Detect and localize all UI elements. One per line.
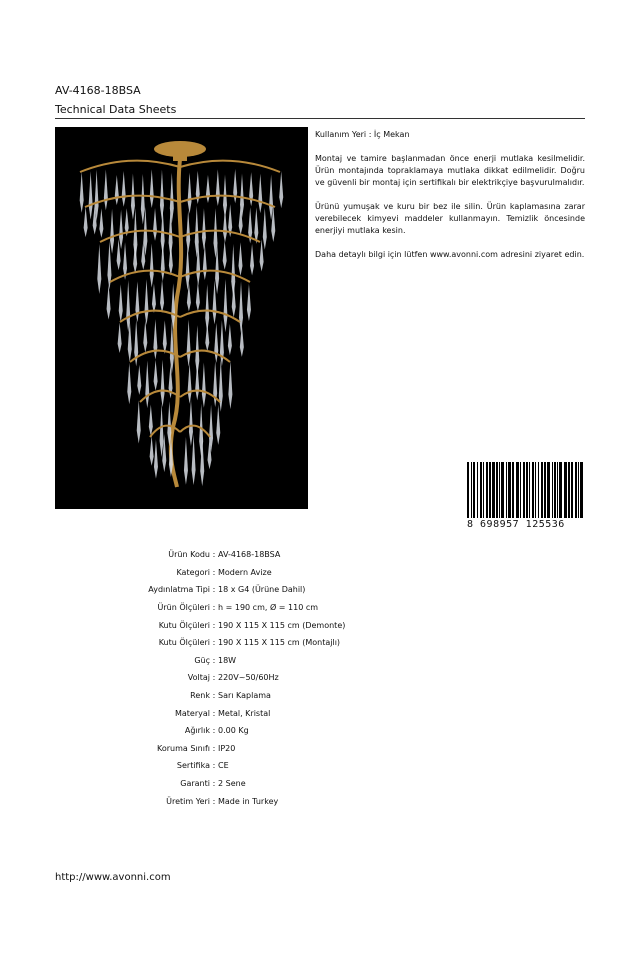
barcode-bar xyxy=(559,462,562,518)
barcode-bar xyxy=(554,462,556,518)
crystal-drop xyxy=(160,170,164,221)
spec-separator: : xyxy=(212,603,216,613)
crystal-drop xyxy=(137,365,141,395)
barcode-bar xyxy=(580,462,583,518)
crystal-drop xyxy=(216,405,220,445)
crystal-drop xyxy=(205,323,209,351)
barcode-bar xyxy=(538,462,539,518)
crystal-drop xyxy=(269,174,273,220)
spec-row xyxy=(100,792,400,810)
header-divider xyxy=(55,118,585,119)
product-code-heading: AV-4168-18BSA xyxy=(55,84,141,97)
spec-value: 220V~50/60Hz xyxy=(218,673,279,683)
crystal-drop xyxy=(202,208,206,250)
spec-separator: : xyxy=(212,550,216,560)
crystal-drop xyxy=(122,171,126,207)
crystal-drop xyxy=(250,244,254,276)
spec-label: Aydınlatma Tipi xyxy=(148,585,210,595)
crystal-drop xyxy=(203,244,207,280)
info-text xyxy=(315,129,585,273)
barcode-bar xyxy=(568,462,570,518)
barcode-bar xyxy=(471,462,472,518)
crystal-drop xyxy=(137,400,141,443)
crystal-drop xyxy=(202,362,206,407)
barcode-bar xyxy=(532,462,534,518)
crystal-drop xyxy=(161,360,165,407)
crystal-drop xyxy=(150,243,154,287)
crystal-drop xyxy=(192,434,196,485)
crystal-drop xyxy=(153,319,157,359)
barcode-bar xyxy=(512,462,514,518)
crystal-drop xyxy=(145,361,149,408)
spec-value: h = 190 cm, Ø = 110 cm xyxy=(218,603,319,613)
crystal-drop xyxy=(149,404,153,436)
crystal-drop xyxy=(260,239,264,271)
crystal-drop xyxy=(196,282,200,312)
crystal-drop xyxy=(163,320,167,354)
branch xyxy=(180,271,250,282)
crystal-drop xyxy=(80,171,84,212)
crystal-drop xyxy=(249,172,253,206)
barcode xyxy=(467,462,585,532)
spec-separator: : xyxy=(212,743,216,753)
crystal-drop xyxy=(233,169,237,203)
crystal-drop xyxy=(263,208,267,250)
spec-row xyxy=(100,704,400,722)
spec-value: 18 x G4 (Ürüne Dahil) xyxy=(218,585,306,595)
barcode-bar xyxy=(544,462,546,518)
spec-row xyxy=(100,687,400,705)
spec-value: 2 Sene xyxy=(218,779,246,789)
crystal-drop xyxy=(279,171,283,208)
barcode-bar xyxy=(499,462,500,518)
barcode-bar xyxy=(575,462,577,518)
crystal-drop xyxy=(154,360,158,391)
info-paragraph-cleaning: Ürünü yumuşak ve kuru bir bez ile silin. Ürün kaplamasına zarar verebilecek kimyevi maddeler kullanmayın. Temizlik öncesinde enerjiyi mutlaka kesin. xyxy=(315,202,585,235)
spec-label: Renk xyxy=(190,691,210,701)
spec-label: Materyal xyxy=(174,708,210,718)
crystal-drop xyxy=(117,239,121,270)
crystal-drop xyxy=(216,169,220,206)
barcode-bar xyxy=(473,462,475,518)
crystal-drop xyxy=(238,242,242,276)
barcode-bar xyxy=(506,462,507,518)
spec-label: Sertifika xyxy=(176,761,210,771)
spec-separator: : xyxy=(212,655,216,665)
spec-label: Kutu Ölçüleri xyxy=(158,620,210,630)
crystal-drop xyxy=(84,206,88,237)
crystal-drop xyxy=(220,320,224,366)
crystal-drop xyxy=(212,280,216,324)
info-paragraph-website: Daha detaylı bilgi için lütfen www.avonni.com adresini ziyaret edin. xyxy=(315,250,585,259)
spec-row xyxy=(100,669,400,687)
spec-value: Metal, Kristal xyxy=(218,708,271,718)
spec-separator: : xyxy=(212,585,216,595)
crystal-drop xyxy=(188,363,192,404)
crystal-drop xyxy=(187,320,191,367)
crystal-drop xyxy=(99,208,103,237)
spec-row xyxy=(100,634,400,652)
barcode-bar xyxy=(492,462,495,518)
spec-separator: : xyxy=(212,673,216,683)
crystal-drop xyxy=(186,210,190,253)
spec-label: Kategori xyxy=(176,567,210,577)
usage-location: Kullanım Yeri : İç Mekan xyxy=(315,130,410,139)
branch xyxy=(180,426,210,437)
spec-value: AV-4168-18BSA xyxy=(218,550,281,560)
spec-separator: : xyxy=(212,708,216,718)
info-paragraph-safety: Montaj ve tamire başlanmadan önce enerji mutlaka kesilmelidir. Ürün montajında topraklamaya mutlaka dikkat edilmelidir. Doğru ve güvenli bir montaj için sertifikalı bir elektrikçiye başvurulmalıdır. xyxy=(315,154,585,187)
crystal-drop xyxy=(118,322,122,353)
crystal-drop xyxy=(135,281,139,322)
crystal-drop xyxy=(119,210,123,249)
crystal-drop xyxy=(107,284,111,319)
barcode-bar xyxy=(496,462,498,518)
spec-row xyxy=(100,775,400,793)
crystal-drop xyxy=(150,169,154,208)
crystal-drop xyxy=(247,284,251,321)
barcode-bar xyxy=(508,462,511,518)
spec-separator: : xyxy=(212,796,216,806)
barcode-bar xyxy=(541,462,543,518)
spec-label: Ürün Ölçüleri xyxy=(157,603,210,613)
branch xyxy=(110,271,180,282)
crystal-drop xyxy=(143,320,147,353)
barcode-bar xyxy=(571,462,573,518)
crystal-drop xyxy=(160,280,164,313)
spec-row xyxy=(100,564,400,582)
spec-value: Sarı Kaplama xyxy=(218,691,271,701)
spec-label: Garanti xyxy=(180,779,210,789)
spec-row xyxy=(100,757,400,775)
crystal-drop xyxy=(153,208,157,241)
barcode-bar xyxy=(547,462,550,518)
crystal-drop xyxy=(239,281,243,333)
crystal-drop xyxy=(258,174,262,214)
spec-value: CE xyxy=(218,761,229,771)
crystal-drop xyxy=(223,208,227,243)
barcode-bar xyxy=(526,462,528,518)
barcode-bar xyxy=(489,462,491,518)
crystal-drop xyxy=(184,437,188,485)
barcode-digits: 8 698957 125536 xyxy=(467,519,565,530)
spec-label: Güç xyxy=(194,655,210,665)
crystal-drop xyxy=(150,436,154,466)
barcode-bar xyxy=(552,462,553,518)
crystal-drop xyxy=(223,279,227,332)
barcode-bars xyxy=(467,462,585,518)
spec-separator: : xyxy=(212,620,216,630)
spec-row xyxy=(100,546,400,564)
barcode-bar xyxy=(480,462,482,518)
barcode-bar xyxy=(520,462,521,518)
crystal-drop xyxy=(228,324,232,355)
spec-row xyxy=(100,740,400,758)
chandelier-illustration xyxy=(55,127,308,509)
product-photo xyxy=(55,127,308,509)
crystal-drop xyxy=(160,404,164,457)
crystal-drop xyxy=(206,175,210,203)
branch xyxy=(150,426,180,437)
crystal-drop xyxy=(154,439,158,478)
barcode-bar xyxy=(486,462,488,518)
crystal-drop xyxy=(254,207,258,244)
spec-label: Kutu Ölçüleri xyxy=(158,638,210,648)
barcode-bar xyxy=(467,462,469,518)
spec-value: Modern Avize xyxy=(218,567,272,577)
branch xyxy=(180,161,280,172)
spec-value: 18W xyxy=(218,655,237,665)
branch xyxy=(180,311,240,322)
spec-value: 0.00 Kg xyxy=(218,726,249,736)
crystal-drop xyxy=(223,240,227,269)
spec-row xyxy=(100,599,400,617)
spec-separator: : xyxy=(212,779,216,789)
barcode-bar xyxy=(516,462,519,518)
spec-label: Voltaj xyxy=(187,673,210,683)
spec-separator: : xyxy=(212,567,216,577)
barcode-bar xyxy=(564,462,567,518)
crystal-drop xyxy=(89,171,93,219)
barcode-bar xyxy=(529,462,530,518)
spec-separator: : xyxy=(212,761,216,771)
crystal-drop xyxy=(141,174,145,225)
barcode-bar xyxy=(523,462,525,518)
spec-label: Ağırlık xyxy=(184,726,210,736)
page-subtitle: Technical Data Sheets xyxy=(55,103,177,116)
crystal-drop xyxy=(115,175,119,205)
branch xyxy=(180,231,260,242)
crystal-drop xyxy=(127,363,131,405)
spec-label: Ürün Kodu xyxy=(168,550,210,560)
spec-separator: : xyxy=(212,638,216,648)
crystal-drop xyxy=(196,171,200,204)
crystal-drop xyxy=(152,284,156,313)
barcode-bar xyxy=(477,462,478,518)
spec-row xyxy=(100,722,400,740)
crystal-drop xyxy=(119,284,123,322)
crystal-drop xyxy=(240,324,244,356)
spec-separator: : xyxy=(212,691,216,701)
spec-separator: : xyxy=(212,726,216,736)
crystal-drop xyxy=(97,244,101,294)
branch xyxy=(80,161,180,172)
barcode-bar xyxy=(501,462,504,518)
crystal-drop xyxy=(161,241,165,281)
spec-row xyxy=(100,652,400,670)
crystal-drop xyxy=(104,170,108,211)
barcode-bar xyxy=(578,462,579,518)
spec-table xyxy=(100,546,400,810)
spec-label: Üretim Yeri xyxy=(166,796,210,806)
crystal-drop xyxy=(228,360,232,409)
spec-row xyxy=(100,616,400,634)
spec-value: Made in Turkey xyxy=(218,796,279,806)
spec-value: 190 X 115 X 115 cm (Montajlı) xyxy=(218,638,341,648)
spec-value: 190 X 115 X 115 cm (Demonte) xyxy=(218,620,346,630)
spec-label: Koruma Sınıfı xyxy=(157,743,210,753)
spec-row xyxy=(100,581,400,599)
barcode-bar xyxy=(557,462,558,518)
crystal-drop xyxy=(219,359,223,412)
footer-url: http://www.avonni.com xyxy=(55,872,171,883)
crystal-drop xyxy=(188,172,192,213)
spec-value: IP20 xyxy=(218,743,236,753)
crystal-drop xyxy=(110,209,114,254)
barcode-bar xyxy=(535,462,536,518)
crystal-drop xyxy=(189,399,193,446)
crystal-drop xyxy=(195,362,199,400)
crystal-drop xyxy=(214,323,218,363)
crystal-drop xyxy=(186,245,190,290)
crystal-drop xyxy=(144,279,148,325)
barcode-bar xyxy=(483,462,484,518)
